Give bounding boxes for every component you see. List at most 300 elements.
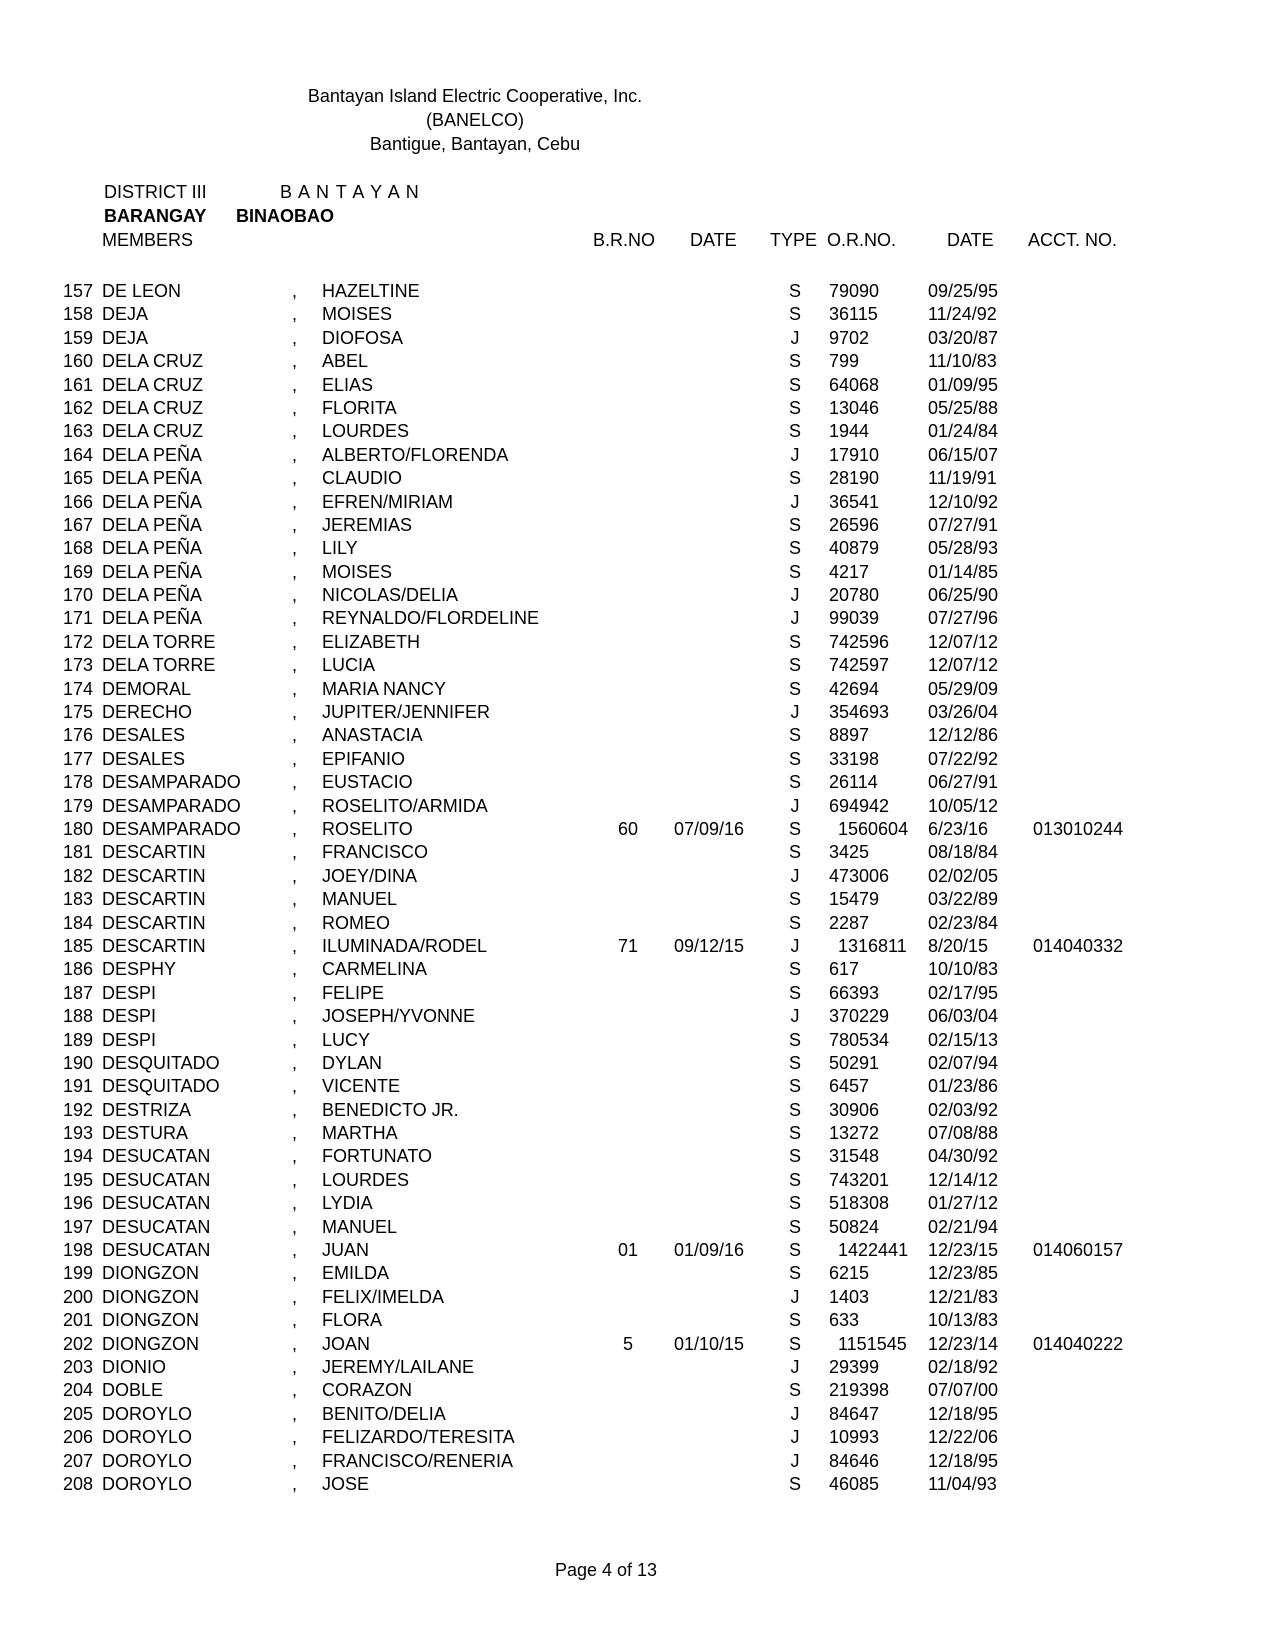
- member-number: 185: [63, 935, 94, 956]
- or-number: 1316811: [838, 935, 907, 956]
- or-date: 05/28/93: [928, 538, 999, 559]
- member-given-name: JOSE: [322, 1473, 370, 1494]
- or-number: 742597: [829, 655, 890, 676]
- table-row: [0, 1310, 1275, 1333]
- account-number: 013010244: [1033, 818, 1124, 839]
- member-type: S: [788, 818, 801, 839]
- or-date: 02/17/95: [928, 982, 999, 1003]
- or-date: 11/04/93: [928, 1473, 997, 1494]
- table-row: [0, 1240, 1275, 1263]
- member-given-name: FLORA: [322, 1310, 383, 1331]
- member-type: J: [790, 1427, 800, 1448]
- member-surname: DELA PEÑA: [102, 538, 203, 559]
- comma-separator: ,: [292, 678, 298, 699]
- barangay-value: BINAOBAO: [236, 206, 334, 226]
- or-date: 07/27/96: [928, 608, 999, 629]
- member-surname: DESQUITADO: [102, 1076, 220, 1097]
- member-given-name: MARTHA: [322, 1123, 398, 1144]
- member-surname: DOROYLO: [102, 1427, 193, 1448]
- comma-separator: ,: [292, 842, 298, 863]
- or-number: 518308: [829, 1193, 890, 1214]
- member-given-name: DYLAN: [322, 1052, 383, 1073]
- member-number: 184: [63, 912, 94, 933]
- member-surname: DERECHO: [102, 702, 193, 723]
- comma-separator: ,: [292, 1006, 298, 1027]
- table-row: [0, 1123, 1275, 1146]
- member-given-name: FRANCISCO: [322, 842, 429, 863]
- member-given-name: FELIX/IMELDA: [322, 1286, 445, 1307]
- table-row: [0, 1263, 1275, 1286]
- member-number: 159: [63, 327, 94, 348]
- member-number: 206: [63, 1427, 94, 1448]
- table-row: [0, 1217, 1275, 1240]
- member-given-name: CLAUDIO: [322, 468, 403, 489]
- or-number: 13272: [829, 1123, 880, 1144]
- member-type: S: [788, 1193, 801, 1214]
- or-date: 03/22/89: [928, 889, 999, 910]
- member-type: J: [790, 1286, 800, 1307]
- or-number: 84647: [829, 1403, 880, 1424]
- member-type: S: [788, 1216, 801, 1237]
- or-date: 02/21/94: [928, 1216, 999, 1237]
- or-number: 370229: [829, 1006, 890, 1027]
- col-header-br-no: B.R.NO: [593, 230, 656, 250]
- member-number: 198: [63, 1240, 94, 1261]
- table-row: [0, 889, 1275, 912]
- comma-separator: ,: [292, 1099, 298, 1120]
- br-date: 09/12/15: [674, 935, 745, 956]
- or-date: 07/08/88: [928, 1123, 999, 1144]
- member-number: 202: [63, 1333, 94, 1354]
- member-type: S: [788, 725, 801, 746]
- member-given-name: EFREN/MIRIAM: [322, 491, 454, 512]
- or-number: 354693: [829, 702, 890, 723]
- member-type: S: [788, 304, 801, 325]
- member-surname: DESUCATAN: [102, 1169, 211, 1190]
- or-number: 28190: [829, 468, 880, 489]
- page-footer: Page 4 of 13: [554, 1560, 658, 1580]
- table-row: [0, 398, 1275, 421]
- comma-separator: ,: [292, 1029, 298, 1050]
- or-date: 12/22/06: [928, 1427, 999, 1448]
- member-given-name: MOISES: [322, 561, 393, 582]
- table-row: [0, 866, 1275, 889]
- member-type: J: [790, 444, 800, 465]
- member-type: S: [788, 281, 801, 301]
- member-given-name: VICENTE: [322, 1076, 401, 1097]
- member-number: 172: [63, 631, 94, 652]
- member-given-name: BENITO/DELIA: [322, 1403, 446, 1424]
- member-surname: DELA PEÑA: [102, 585, 203, 606]
- or-date: 01/09/95: [928, 374, 999, 395]
- or-date: 12/18/95: [928, 1403, 999, 1424]
- or-date: 11/19/91: [928, 468, 997, 489]
- member-type: S: [788, 351, 801, 372]
- member-number: 200: [63, 1286, 94, 1307]
- org-header: [0, 84, 950, 156]
- members-header: MEMBERS: [102, 230, 194, 250]
- or-number: 743201: [829, 1169, 890, 1190]
- member-type: S: [788, 1310, 801, 1331]
- member-given-name: JOAN: [322, 1333, 371, 1354]
- or-number: 3425: [829, 842, 870, 863]
- comma-separator: ,: [292, 1286, 298, 1307]
- member-number: 192: [63, 1099, 94, 1120]
- member-number: 179: [63, 795, 94, 816]
- member-type: S: [788, 1263, 801, 1284]
- comma-separator: ,: [292, 1333, 298, 1354]
- or-number: 26114: [829, 772, 878, 793]
- table-row: [0, 492, 1275, 515]
- or-number: 17910: [829, 444, 880, 465]
- or-date: 06/03/04: [928, 1006, 999, 1027]
- comma-separator: ,: [292, 1403, 298, 1424]
- member-surname: DIONGZON: [102, 1286, 199, 1307]
- member-number: 197: [63, 1216, 94, 1237]
- member-type: S: [788, 374, 801, 395]
- member-surname: DEJA: [102, 304, 149, 325]
- member-type: J: [790, 608, 800, 629]
- or-date: 02/18/92: [928, 1356, 999, 1377]
- member-given-name: ANASTACIA: [322, 725, 423, 746]
- col-header-or-date: DATE: [947, 230, 994, 250]
- comma-separator: ,: [292, 1123, 298, 1144]
- table-row: [0, 538, 1275, 561]
- or-date: 08/18/84: [928, 842, 999, 863]
- member-surname: DESCARTIN: [102, 889, 206, 910]
- or-number: 1151545: [838, 1333, 907, 1354]
- or-number: 42694: [829, 678, 880, 699]
- comma-separator: ,: [292, 1450, 298, 1471]
- or-number: 633: [829, 1310, 860, 1331]
- comma-separator: ,: [292, 702, 298, 723]
- member-number: 205: [63, 1403, 94, 1424]
- member-number: 182: [63, 865, 94, 886]
- member-surname: DELA CRUZ: [102, 421, 204, 442]
- member-surname: DESPI: [102, 1029, 157, 1050]
- table-row: [0, 679, 1275, 702]
- member-type: S: [788, 1146, 801, 1167]
- member-surname: DESUCATAN: [102, 1193, 211, 1214]
- col-header-or-no: O.R.NO.: [827, 230, 897, 250]
- member-number: 157: [63, 281, 94, 301]
- member-surname: DIONIO: [102, 1356, 167, 1377]
- or-date: 11/10/83: [928, 351, 997, 372]
- or-number: 36115: [829, 304, 878, 325]
- member-surname: DIONGZON: [102, 1263, 199, 1284]
- member-type: S: [788, 538, 801, 559]
- or-number: 742596: [829, 631, 890, 652]
- or-date: 12/18/95: [928, 1450, 999, 1471]
- table-row: [0, 842, 1275, 865]
- table-row: [0, 632, 1275, 655]
- account-number: 014040222: [1033, 1333, 1124, 1354]
- member-type: S: [788, 772, 801, 793]
- or-number: 8897: [829, 725, 870, 746]
- or-number: 799: [829, 351, 860, 372]
- member-surname: DELA PEÑA: [102, 514, 203, 535]
- comma-separator: ,: [292, 1076, 298, 1097]
- or-number: 40879: [829, 538, 880, 559]
- member-given-name: FORTUNATO: [322, 1146, 433, 1167]
- member-type: S: [788, 1123, 801, 1144]
- member-surname: DESUCATAN: [102, 1146, 211, 1167]
- member-number: 181: [63, 842, 94, 863]
- comma-separator: ,: [292, 397, 298, 418]
- or-date: 07/22/92: [928, 748, 999, 769]
- member-number: 195: [63, 1169, 94, 1190]
- table-row: [0, 1030, 1275, 1053]
- or-date: 09/25/95: [928, 281, 999, 301]
- member-number: 187: [63, 982, 94, 1003]
- member-type: J: [790, 1450, 800, 1471]
- comma-separator: ,: [292, 1263, 298, 1284]
- or-date: 10/05/12: [928, 795, 999, 816]
- or-number: 473006: [829, 865, 890, 886]
- or-number: 33198: [829, 748, 880, 769]
- district-label: DISTRICT III: [104, 182, 207, 202]
- or-number: 29399: [829, 1356, 880, 1377]
- or-date: 06/25/90: [928, 585, 999, 606]
- member-given-name: ILUMINADA/RODEL: [322, 935, 488, 956]
- comma-separator: ,: [292, 468, 298, 489]
- or-number: 46085: [829, 1473, 880, 1494]
- member-number: 188: [63, 1006, 94, 1027]
- member-surname: DELA TORRE: [102, 631, 216, 652]
- or-number: 780534: [829, 1029, 890, 1050]
- comma-separator: ,: [292, 585, 298, 606]
- org-name: Bantayan Island Electric Cooperative, Inc.: [307, 86, 643, 106]
- member-type: S: [788, 678, 801, 699]
- or-date: 8/20/15: [928, 935, 989, 956]
- member-surname: DESPI: [102, 982, 157, 1003]
- member-type: J: [790, 865, 800, 886]
- comma-separator: ,: [292, 1193, 298, 1214]
- member-given-name: DIOFOSA: [322, 327, 404, 348]
- member-surname: DOBLE: [102, 1380, 164, 1401]
- table-row: [0, 1006, 1275, 1029]
- comma-separator: ,: [292, 655, 298, 676]
- table-row: [0, 749, 1275, 772]
- comma-separator: ,: [292, 772, 298, 793]
- member-surname: DESAMPARADO: [102, 795, 241, 816]
- or-date: 12/12/86: [928, 725, 999, 746]
- member-type: S: [788, 1380, 801, 1401]
- or-number: 30906: [829, 1099, 880, 1120]
- or-date: 05/25/88: [928, 397, 999, 418]
- member-type: J: [790, 935, 800, 956]
- member-surname: DESCARTIN: [102, 865, 206, 886]
- member-given-name: MARIA NANCY: [322, 678, 447, 699]
- comma-separator: ,: [292, 1310, 298, 1331]
- member-type: S: [788, 959, 801, 980]
- member-given-name: ELIZABETH: [322, 631, 421, 652]
- or-number: 20780: [829, 585, 880, 606]
- member-number: 169: [63, 561, 94, 582]
- table-row: [0, 913, 1275, 936]
- member-given-name: ROSELITO: [322, 818, 413, 839]
- member-surname: DESCARTIN: [102, 912, 206, 933]
- member-surname: DESALES: [102, 725, 186, 746]
- or-date: 12/07/12: [928, 655, 999, 676]
- or-date: 06/15/07: [928, 444, 999, 465]
- member-number: 163: [63, 421, 94, 442]
- comma-separator: ,: [292, 959, 298, 980]
- member-surname: DESQUITADO: [102, 1052, 220, 1073]
- member-number: 204: [63, 1380, 94, 1401]
- member-given-name: BENEDICTO JR.: [322, 1099, 459, 1120]
- account-number: 014060157: [1033, 1240, 1124, 1261]
- member-surname: DELA TORRE: [102, 655, 216, 676]
- member-number: 186: [63, 959, 94, 980]
- col-header-br-date: DATE: [690, 230, 737, 250]
- or-date: 02/15/13: [928, 1029, 999, 1050]
- member-number: 207: [63, 1450, 94, 1471]
- or-number: 36541: [829, 491, 880, 512]
- member-type: S: [788, 748, 801, 769]
- comma-separator: ,: [292, 608, 298, 629]
- or-number: 6457: [829, 1076, 870, 1097]
- comma-separator: ,: [292, 514, 298, 535]
- member-number: 176: [63, 725, 94, 746]
- or-number: 66393: [829, 982, 880, 1003]
- br-date: 07/09/16: [674, 818, 745, 839]
- member-type: S: [788, 1076, 801, 1097]
- comma-separator: ,: [292, 327, 298, 348]
- table-row: [0, 375, 1275, 398]
- member-number: 161: [63, 374, 94, 395]
- table-row: [0, 1170, 1275, 1193]
- member-number: 170: [63, 585, 94, 606]
- member-number: 164: [63, 444, 94, 465]
- member-number: 203: [63, 1356, 94, 1377]
- member-surname: DELA PEÑA: [102, 468, 203, 489]
- member-number: 165: [63, 468, 94, 489]
- col-header-type: TYPE: [770, 230, 818, 250]
- member-given-name: LUCIA: [322, 655, 376, 676]
- comma-separator: ,: [292, 912, 298, 933]
- member-number: 199: [63, 1263, 94, 1284]
- member-number: 183: [63, 889, 94, 910]
- member-type: S: [788, 631, 801, 652]
- table-row: [0, 1146, 1275, 1169]
- or-number: 31548: [829, 1146, 880, 1167]
- comma-separator: ,: [292, 1052, 298, 1073]
- member-type: J: [790, 1006, 800, 1027]
- org-address: Bantigue, Bantayan, Cebu: [369, 134, 581, 154]
- comma-separator: ,: [292, 444, 298, 465]
- member-type: S: [788, 655, 801, 676]
- member-surname: DESAMPARADO: [102, 818, 241, 839]
- member-given-name: JUPITER/JENNIFER: [322, 702, 491, 723]
- or-date: 6/23/16: [928, 818, 989, 839]
- comma-separator: ,: [292, 1216, 298, 1237]
- member-given-name: LYDIA: [322, 1193, 373, 1214]
- member-given-name: NICOLAS/DELIA: [322, 585, 459, 606]
- member-given-name: EUSTACIO: [322, 772, 413, 793]
- or-date: 02/02/05: [928, 865, 999, 886]
- table-row: [0, 1474, 1275, 1497]
- comma-separator: ,: [292, 281, 298, 301]
- member-surname: DIONGZON: [102, 1333, 199, 1354]
- member-surname: DESTURA: [102, 1123, 189, 1144]
- member-type: S: [788, 468, 801, 489]
- member-surname: DESAMPARADO: [102, 772, 241, 793]
- or-date: 02/07/94: [928, 1052, 999, 1073]
- comma-separator: ,: [292, 1427, 298, 1448]
- comma-separator: ,: [292, 1356, 298, 1377]
- table-row: [0, 585, 1275, 608]
- member-given-name: JUAN: [322, 1240, 370, 1261]
- comma-separator: ,: [292, 1240, 298, 1261]
- or-number: 4217: [829, 561, 870, 582]
- member-number: 175: [63, 702, 94, 723]
- table-row: [0, 1100, 1275, 1123]
- comma-separator: ,: [292, 865, 298, 886]
- member-type: S: [788, 397, 801, 418]
- table-row: [0, 281, 1275, 304]
- table-row: [0, 608, 1275, 631]
- or-number: 84646: [829, 1450, 880, 1471]
- comma-separator: ,: [292, 631, 298, 652]
- member-number: 189: [63, 1029, 94, 1050]
- member-type: J: [790, 327, 800, 348]
- member-given-name: CARMELINA: [322, 959, 428, 980]
- member-surname: DELA PEÑA: [102, 444, 203, 465]
- or-date: 07/27/91: [928, 514, 999, 535]
- or-date: 12/14/12: [928, 1169, 999, 1190]
- or-number: 13046: [829, 397, 880, 418]
- br-number: 71: [617, 935, 639, 956]
- member-surname: DOROYLO: [102, 1473, 193, 1494]
- member-surname: DESCARTIN: [102, 935, 206, 956]
- table-row: [0, 1427, 1275, 1450]
- table-row: [0, 1287, 1275, 1310]
- member-type: S: [788, 1473, 801, 1494]
- member-type: J: [790, 795, 800, 816]
- account-number: 014040332: [1033, 935, 1124, 956]
- table-row: [0, 702, 1275, 725]
- comma-separator: ,: [292, 1169, 298, 1190]
- member-number: 166: [63, 491, 94, 512]
- member-surname: DEMORAL: [102, 678, 192, 699]
- member-given-name: JOSEPH/YVONNE: [322, 1006, 476, 1027]
- or-date: 12/23/15: [928, 1240, 999, 1261]
- or-number: 694942: [829, 795, 890, 816]
- comma-separator: ,: [292, 421, 298, 442]
- table-row: [0, 772, 1275, 795]
- or-date: 12/10/92: [928, 491, 999, 512]
- or-date: 12/21/83: [928, 1286, 999, 1307]
- member-given-name: FELIPE: [322, 982, 385, 1003]
- or-date: 11/24/92: [928, 304, 997, 325]
- member-surname: DELA PEÑA: [102, 491, 203, 512]
- comma-separator: ,: [292, 1473, 298, 1494]
- br-number: 60: [617, 818, 639, 839]
- member-surname: DOROYLO: [102, 1403, 193, 1424]
- member-given-name: CORAZON: [322, 1380, 412, 1401]
- member-number: 162: [63, 397, 94, 418]
- table-row: [0, 1380, 1275, 1403]
- member-given-name: HAZELTINE: [322, 281, 420, 301]
- member-type: S: [788, 842, 801, 863]
- comma-separator: ,: [292, 561, 298, 582]
- or-date: 02/23/84: [928, 912, 999, 933]
- table-row: [0, 351, 1275, 374]
- member-surname: DESUCATAN: [102, 1240, 211, 1261]
- member-surname: DELA CRUZ: [102, 397, 204, 418]
- or-number: 219398: [829, 1380, 890, 1401]
